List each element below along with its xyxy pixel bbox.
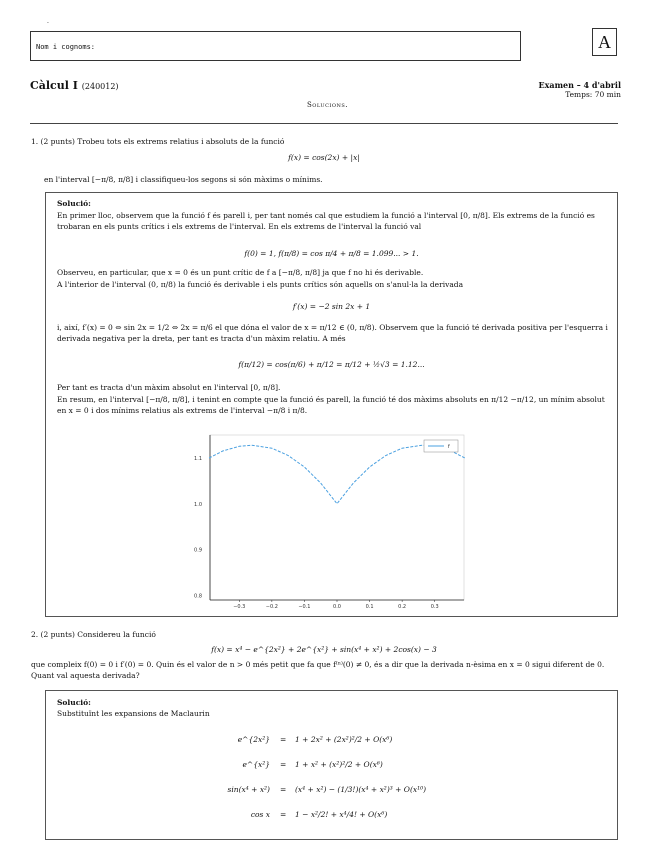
solution1-heading: Solució:	[57, 199, 91, 208]
x-tick-label: 0.0	[333, 604, 341, 610]
expansion-rhs: 1 + x² + (x²)²/2 + O(x⁶)	[295, 760, 383, 769]
y-tick-label: 1.0	[194, 501, 202, 508]
course-name: Càlcul I	[30, 79, 78, 92]
header-divider	[30, 123, 618, 124]
problem2-formula: f(x) = x⁴ − e^{2x²} + 2e^{x²} + sin(x⁴ + x²) + 2cos(x) − 3	[211, 645, 437, 654]
problem1-interval: en l'interval [−π/8, π/8] i classifiqueu-los segons si són màxims o mínims.	[44, 175, 323, 184]
x-tick-label: 0.1	[365, 604, 374, 610]
expansion-rhs: (x⁴ + x²) − (1/3!)(x⁴ + x²)³ + O(x¹⁰)	[295, 785, 427, 794]
solution2-heading: Solució:	[57, 698, 91, 707]
x-tick-label: −0.1	[298, 604, 311, 610]
name-label: Nom i cognoms:	[36, 43, 96, 51]
exam-time: Temps: 70 min	[565, 90, 621, 99]
expansion-lhs: e^{2x²}	[237, 735, 270, 744]
series-line-f	[209, 445, 465, 504]
problem2-statement: 2. (2 punts) Considereu la funció	[31, 630, 156, 639]
expansion-lhs: sin(x⁴ + x²)	[227, 785, 270, 794]
solution1-para4a: Per tant es tracta d'un màxim absolut en l'interval [0, π/8].	[57, 383, 281, 392]
expansion-lhs: cos x	[250, 810, 270, 819]
solution1-para2b: A l'interior de l'interval (0, π/8) la funció és derivable i els punts crítics són aquells on s'anul·la la derivada	[57, 280, 464, 289]
solution1-eq2: f′(x) = −2 sin 2x + 1	[292, 302, 371, 311]
x-tick-label: −0.2	[265, 604, 278, 610]
y-tick-label: 0.9	[194, 547, 202, 554]
x-tick-label: 0.2	[398, 604, 407, 610]
y-tick-label: 0.8	[194, 593, 202, 600]
plot-frame	[210, 435, 464, 600]
x-tick-label: −0.3	[233, 604, 246, 610]
legend-label: f	[448, 444, 450, 450]
course-code: (240012)	[81, 82, 119, 91]
header-dot: .	[47, 18, 49, 25]
solution1-eq1: f(0) = 1, f(π/8) = cos π/4 + π/8 = 1.099... > 1.	[244, 249, 419, 258]
page-subtitle: Solucions.	[306, 101, 349, 109]
chart-legend	[424, 440, 458, 452]
course-title	[30, 79, 119, 92]
problem2-question: que compleix f(0) = 0 i f′(0) = 0. Quin és el valor de n > 0 més petit que fa que f⁽ⁿ⁾(0) ≠ 0, és a dir que la derivada n-èsima en x = 0 sigui diferent de 0. Quant val aquesta derivada?	[31, 660, 605, 680]
solution1-para1: En primer lloc, observem que la funció f és parell i, per tant només cal que estudiem la funció a l'interval [0, π/8]. Els extrems de la funció es trobaran en els punts crítics i els extrems de l'interval. En els extrems de l'interval la funció val	[57, 211, 595, 231]
expansion-rhs: 1 − x²/2! + x⁴/4! + O(x⁶)	[295, 810, 388, 819]
solution1-para2a: Observeu, en particular, que x = 0 és un punt crític de f a [−π/8, π/8] ja que f no hi és derivable.	[57, 268, 424, 277]
x-tick-label: 0.3	[430, 604, 439, 610]
exam-letter: A	[592, 28, 617, 56]
solution1-para3: i, així, f′(x) = 0 ⇔ sin 2x = 1/2 ⇔ 2x = π/6 el que dóna el valor de x = π/12 ∈ (0, π/8). Observem que la funció té derivada positiva per l'esquerra i derivada negativa per la dreta, per tant es tracta d'un màxim relatiu. A més	[57, 323, 608, 343]
solution2-intro: Substituïnt les expansions de Maclaurin	[57, 709, 210, 718]
function-plot	[190, 432, 480, 612]
exam-date: Examen – 4 d'abril	[538, 80, 621, 90]
solution1-para4b: En resum, en l'interval [−π/8, π/8], i tenint en compte que la funció és parell, la funció té dos màxims absoluts en π/12 −π/12, un mínim absolut en x = 0 i dos mínims relatius als extrems de l'interval −π/8 i π/8.	[57, 395, 605, 415]
problem1-formula: f(x) = cos(2x) + |x|	[288, 153, 360, 162]
problem1-statement: 1. (2 punts) Trobeu tots els extrems relatius i absoluts de la funció	[31, 137, 285, 146]
expansion-lhs: e^{x²}	[242, 760, 270, 769]
name-field[interactable]	[30, 31, 521, 61]
expansion-rhs: 1 + 2x² + (2x²)²/2 + O(x⁶)	[295, 735, 393, 744]
y-tick-label: 1.1	[194, 455, 202, 462]
solution1-eq3: f(π/12) = cos(π/6) + π/12 = π/12 + ½√3 = 1.12...	[238, 360, 425, 369]
